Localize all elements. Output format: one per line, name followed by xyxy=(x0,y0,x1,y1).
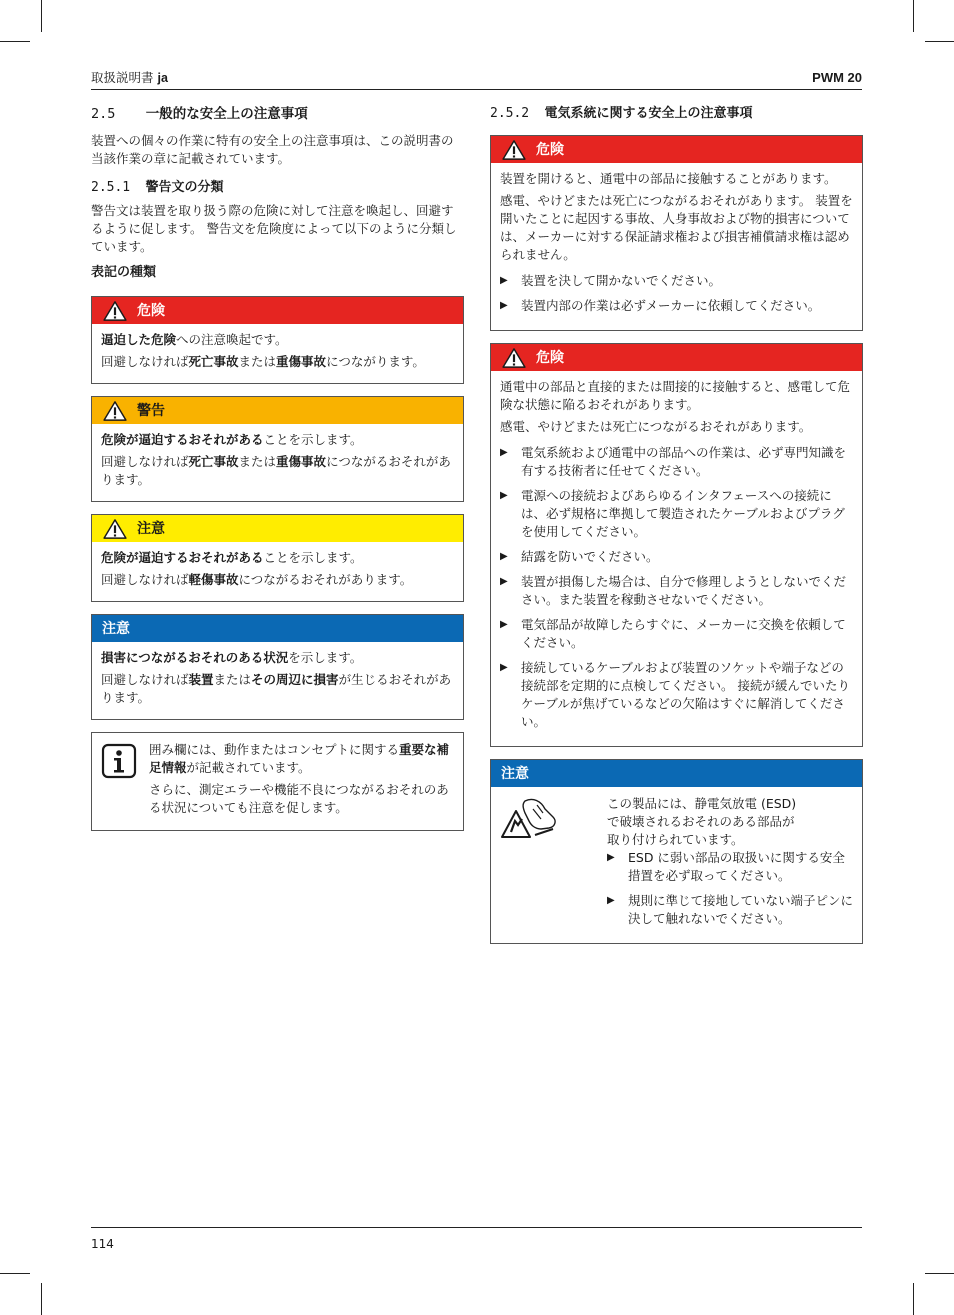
caution-bar xyxy=(92,515,463,542)
section-intro: 装置への個々の作業に特有の安全上の注意事項は、この説明書の当該作業の章に記載されています。 xyxy=(91,133,454,166)
subsection-heading xyxy=(91,178,464,198)
danger-line1-text: への注意喚起です。 xyxy=(176,332,288,347)
bold-text: 装置 xyxy=(188,672,214,687)
subsection-number: 2.5.1 xyxy=(91,180,131,195)
info-text xyxy=(149,741,454,821)
header-language: ja xyxy=(157,71,168,85)
section-title: 一般的な安全上の注意事項 xyxy=(145,106,308,122)
warning-bar xyxy=(92,397,463,424)
bold-text: 軽傷事故 xyxy=(188,572,239,587)
instruction-list xyxy=(500,444,853,731)
text: または xyxy=(213,672,252,687)
info-line1 xyxy=(149,741,454,777)
info-box xyxy=(91,732,464,831)
crop-mark xyxy=(41,0,42,32)
esd-line: 取り付けられています。 xyxy=(607,832,744,847)
text: を示します。 xyxy=(288,650,363,665)
info-line2: さらに、測定エラーや機能不良につながるおそれのある状況についても注意を促します。 xyxy=(149,782,449,815)
notice-box xyxy=(490,759,863,944)
list-item: ▶ 装置を決して開かないでください。 xyxy=(500,272,853,290)
list-item: ▶ 装置内部の作業は必ずメーカーに依頼してください。 xyxy=(500,297,853,315)
danger-box xyxy=(91,296,464,384)
notice-box xyxy=(91,614,464,720)
page-number: 114 xyxy=(91,1237,114,1251)
instruction-list xyxy=(500,272,853,315)
text: または xyxy=(238,354,277,369)
warning-triangle-icon xyxy=(501,140,527,160)
danger-bar xyxy=(491,344,862,371)
notice-line2 xyxy=(101,671,454,707)
danger-content xyxy=(92,324,463,383)
crop-mark xyxy=(913,1283,914,1315)
crop-mark xyxy=(0,41,30,42)
warning-box xyxy=(91,396,464,502)
notice-content xyxy=(92,642,463,719)
esd-line: で破壊されるおそれのある部品が xyxy=(607,814,795,829)
list-item: ▶ 結露を防いでください。 xyxy=(500,548,853,566)
subsection-title: 電気系統に関する安全上の注意事項 xyxy=(544,106,753,121)
danger-paragraph: 通電中の部品と直接的または間接的に接触すると、感電して危険な状態に陥るおそれがあります。 xyxy=(500,379,851,412)
header-left xyxy=(91,69,168,87)
caution-line2 xyxy=(101,571,454,589)
bold-text: 死亡事故 xyxy=(188,454,239,469)
danger-line2 xyxy=(101,353,454,371)
instruction-list xyxy=(607,849,853,928)
esd-content xyxy=(491,787,862,943)
types-heading: 表記の種類 xyxy=(91,265,157,280)
danger-paragraph: 感電、やけどまたは死亡につながるおそれがあります。 xyxy=(500,419,812,434)
notice-label: 注意 xyxy=(501,765,529,782)
list-item: ▶ ESD に弱い部品の取扱いに関する安全措置を必ず取ってください。 xyxy=(607,849,853,885)
caution-content xyxy=(92,542,463,601)
section-number: 2.5 xyxy=(91,106,116,122)
notice-bar xyxy=(491,760,862,787)
esd-text xyxy=(607,795,853,935)
header-title: 取扱説明書 xyxy=(91,70,154,85)
text: につながります。 xyxy=(326,354,425,369)
danger-label: 危険 xyxy=(137,302,165,319)
list-item: ▶ 電気部品が故障したらすぐに、メーカーに交換を依頼してください。 xyxy=(500,616,853,652)
list-item: ▶ 接続しているケーブルおよび装置のソケットや端子などの接続部を定期的に点検してください。 接続が緩んでいたりケーブルが焦げているなどの欠陥はすぐに解消してください。 xyxy=(500,659,853,731)
danger-label: 危険 xyxy=(536,141,564,158)
page-footer xyxy=(91,1227,862,1251)
list-item: ▶ 装置が損傷した場合は、自分で修理しようとしないでください。また装置を稼動させないでください。 xyxy=(500,573,853,609)
text: 回避しなければ xyxy=(101,354,189,369)
warning-term: 危険が逼迫するおそれがある xyxy=(101,432,264,447)
esd-icon-wrap xyxy=(497,795,607,935)
warning-triangle-icon xyxy=(102,301,128,321)
right-column xyxy=(490,104,863,956)
danger-bar xyxy=(491,136,862,163)
warning-label: 警告 xyxy=(137,402,165,419)
danger-box xyxy=(490,135,863,331)
crop-mark xyxy=(41,1283,42,1315)
info-icon-wrap xyxy=(101,741,149,821)
list-item: ▶ 電気系統および通電中の部品への作業は、必ず専門知識を有する技術者に任せてください。 xyxy=(500,444,853,480)
danger-content xyxy=(491,163,862,330)
danger-term: 逼迫した危険 xyxy=(101,332,177,347)
text: 回避しなければ xyxy=(101,672,189,687)
list-item: ▶ 電源への接続およびあらゆるインタフェースへの接続には、必ず規格に準拠して製造されたケーブルおよびプラグを使用してください。 xyxy=(500,487,853,541)
crop-mark xyxy=(0,1273,30,1274)
bold-text: その周辺に損害 xyxy=(251,672,339,687)
bold-text: 重傷事故 xyxy=(276,454,327,469)
text: 回避しなければ xyxy=(101,454,189,469)
list-item: ▶ 規則に準じて接地していない端子ピンに決して触れないでください。 xyxy=(607,892,853,928)
warning-line2 xyxy=(101,453,454,489)
subsection-text: 警告文は装置を取り扱う際の危険に対して注意を喚起し、回避するように促します。 警告文を危険度によって以下のように分類しています。 xyxy=(91,203,457,254)
bold-text: 重傷事故 xyxy=(276,354,327,369)
section-heading xyxy=(91,104,464,124)
danger-paragraph: 感電、やけどまたは死亡につながるおそれがあります。 装置を開いたことに起因する事故、人身事故および物的損害については、メーカーに対する保証請求権および損害補償請求権は認められません。 xyxy=(500,193,853,262)
caution-label: 注意 xyxy=(137,520,165,537)
header-product: PWM 20 xyxy=(812,70,862,85)
warning-content xyxy=(92,424,463,501)
crop-mark xyxy=(913,0,914,32)
text: につながるおそれがあります。 xyxy=(238,572,413,587)
subsection-heading xyxy=(490,104,863,124)
text: 回避しなければ xyxy=(101,572,189,587)
warning-triangle-icon xyxy=(501,348,527,368)
danger-line1 xyxy=(101,331,454,349)
bold-text: 重要な補足情報 xyxy=(149,742,450,775)
text: につながるおそれがあります。 xyxy=(101,454,451,487)
text: ことを示します。 xyxy=(263,432,363,447)
crop-mark xyxy=(925,1273,954,1274)
esd-icon xyxy=(497,795,559,841)
danger-box xyxy=(490,343,863,747)
notice-label: 注意 xyxy=(102,620,130,637)
warning-line1 xyxy=(101,431,454,449)
bold-text: 死亡事故 xyxy=(188,354,239,369)
text: が記載されています。 xyxy=(186,760,311,775)
caution-box xyxy=(91,514,464,602)
caution-line1 xyxy=(101,549,454,567)
text: または xyxy=(238,454,277,469)
caution-term: 危険が逼迫するおそれがある xyxy=(101,550,264,565)
info-icon xyxy=(101,743,137,779)
text: が生じるおそれがあります。 xyxy=(101,672,452,705)
text: ことを示します。 xyxy=(263,550,363,565)
notice-line1 xyxy=(101,649,454,667)
notice-bar xyxy=(92,615,463,642)
text: 囲み欄には、動作またはコンセプトに関する xyxy=(149,742,400,757)
esd-line: この製品には、静電気放電 (ESD) xyxy=(607,796,797,811)
danger-bar xyxy=(92,297,463,324)
page-header xyxy=(91,68,862,90)
warning-triangle-icon xyxy=(102,401,128,421)
subsection-title: 警告文の分類 xyxy=(145,180,224,195)
danger-label: 危険 xyxy=(536,349,564,366)
danger-paragraph: 装置を開けると、通電中の部品に接触することがあります。 xyxy=(500,171,837,186)
subsection-number: 2.5.2 xyxy=(490,106,530,121)
danger-content xyxy=(491,371,862,746)
notice-term: 損害につながるおそれのある状況 xyxy=(101,650,289,665)
left-column xyxy=(91,104,464,831)
warning-triangle-icon xyxy=(102,519,128,539)
crop-mark xyxy=(925,41,954,42)
